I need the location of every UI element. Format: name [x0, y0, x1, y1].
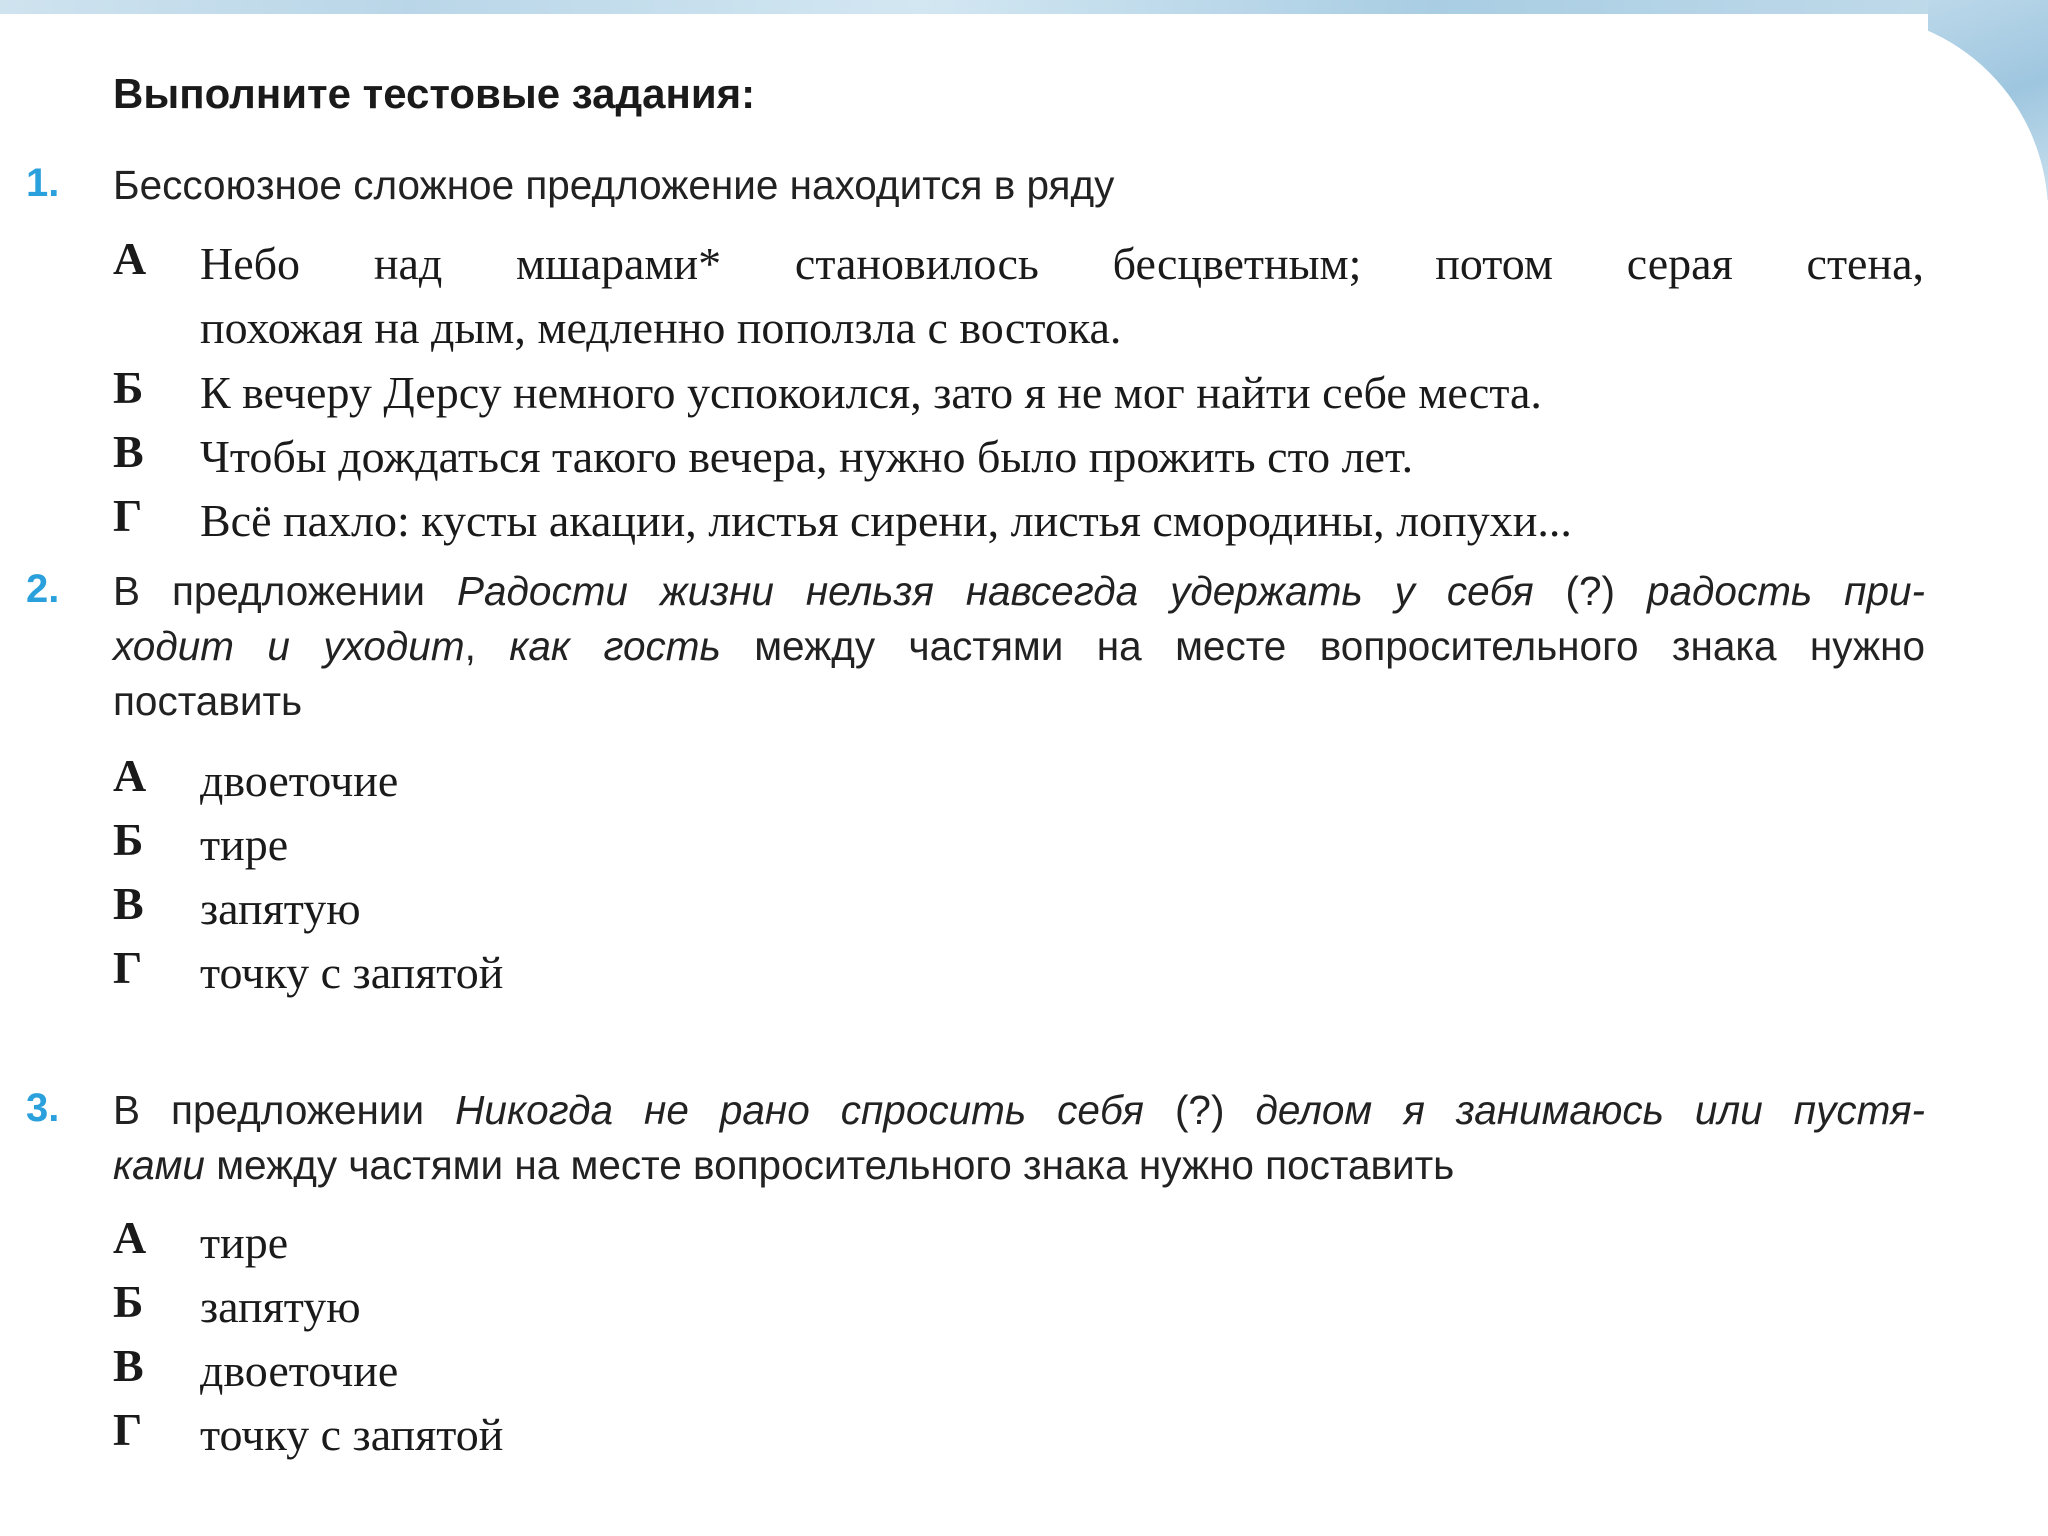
option-letter: А — [113, 233, 147, 284]
option-text — [200, 425, 1924, 489]
stem-example-sentence: ходит и уходит — [113, 623, 465, 669]
option-letter: Г — [113, 942, 143, 993]
stem-instruction: между частями на месте вопросительного знака нужно — [720, 623, 1925, 669]
stem-instruction: между частями на месте вопросительного знака нужно поставить — [204, 1142, 1455, 1188]
stem-question-mark: (?) — [1533, 568, 1647, 614]
stem-example-sentence: ками — [113, 1142, 205, 1188]
option-text — [200, 1403, 1924, 1467]
option-text — [200, 1275, 1924, 1339]
option-text — [200, 749, 1924, 813]
option-text — [200, 232, 1924, 360]
option-text-content: тире — [200, 819, 289, 870]
option-text-content: Всё пахло: кусты акации, листья сирени, листья смородины, лопухи... — [200, 495, 1572, 546]
decorative-top-strip — [0, 0, 2048, 14]
question-number: 3. — [26, 1086, 60, 1130]
option-text-content: К вечеру Дерсу немного успокоился, зато я не мог найти себе места. — [200, 367, 1542, 418]
option-text — [200, 361, 1924, 425]
question-stem-line — [113, 564, 1925, 619]
option-text — [200, 1339, 1924, 1403]
option-text — [200, 941, 1924, 1005]
option-text-content: Чтобы дождаться такого вечера, нужно было прожить сто лет. — [200, 431, 1414, 482]
option-text-content: запятую — [200, 1281, 361, 1332]
question-stem-line — [113, 1138, 1925, 1193]
stem-example-sentence: делом я занимаюсь или пустя- — [1255, 1087, 1925, 1133]
option-text-line: Небо над мшарами* становилось бесцветным; потом серая стена, — [200, 238, 1924, 289]
option-letter: Б — [113, 1276, 144, 1327]
question-stem-line — [113, 1083, 1925, 1138]
option-letter: Г — [113, 490, 143, 541]
option-text — [200, 489, 1924, 553]
option-text — [200, 1211, 1924, 1275]
stem-comma: , — [464, 623, 510, 669]
question-number: 2. — [26, 567, 60, 611]
stem-example-sentence: Радости жизни нельзя навсегда удержать у себя — [457, 568, 1534, 614]
stem-example-sentence: как гость — [509, 623, 721, 669]
option-text-content: тире — [200, 1217, 289, 1268]
option-letter: Г — [113, 1404, 143, 1455]
question-stem — [113, 158, 1925, 213]
question-number: 1. — [26, 161, 60, 205]
option-letter: Б — [113, 814, 144, 865]
option-letter: А — [113, 750, 147, 801]
option-text-line: похожая на дым, медленно поползла с востока. — [200, 302, 1122, 353]
option-letter: В — [113, 1340, 144, 1391]
question-stem-text: Бессоюзное сложное предложение находится в ряду — [113, 162, 1115, 208]
option-letter: В — [113, 878, 144, 929]
question-stem-line — [113, 619, 1925, 674]
option-text-content: точку с запятой — [200, 1409, 504, 1460]
question-stem-line — [113, 674, 1925, 729]
option-text — [200, 813, 1924, 877]
question-stem — [113, 1083, 1925, 1193]
option-text-content: двоеточие — [200, 1345, 399, 1396]
stem-instruction: поставить — [113, 678, 303, 724]
stem-question-mark: (?) — [1143, 1087, 1256, 1133]
option-letter: В — [113, 426, 144, 477]
stem-prefix: В предложении — [113, 1087, 456, 1133]
option-letter: А — [113, 1212, 147, 1263]
stem-example-sentence: радость при- — [1646, 568, 1925, 614]
option-text-content: запятую — [200, 883, 361, 934]
option-letter: Б — [113, 362, 144, 413]
option-text-content: точку с запятой — [200, 947, 504, 998]
question-stem — [113, 564, 1925, 729]
stem-example-sentence: Никогда не рано спросить себя — [455, 1087, 1144, 1133]
option-text-content: двоеточие — [200, 755, 399, 806]
option-text — [200, 877, 1924, 941]
stem-prefix: В предложении — [113, 568, 457, 614]
page-title: Выполните тестовые задания: — [113, 70, 756, 117]
